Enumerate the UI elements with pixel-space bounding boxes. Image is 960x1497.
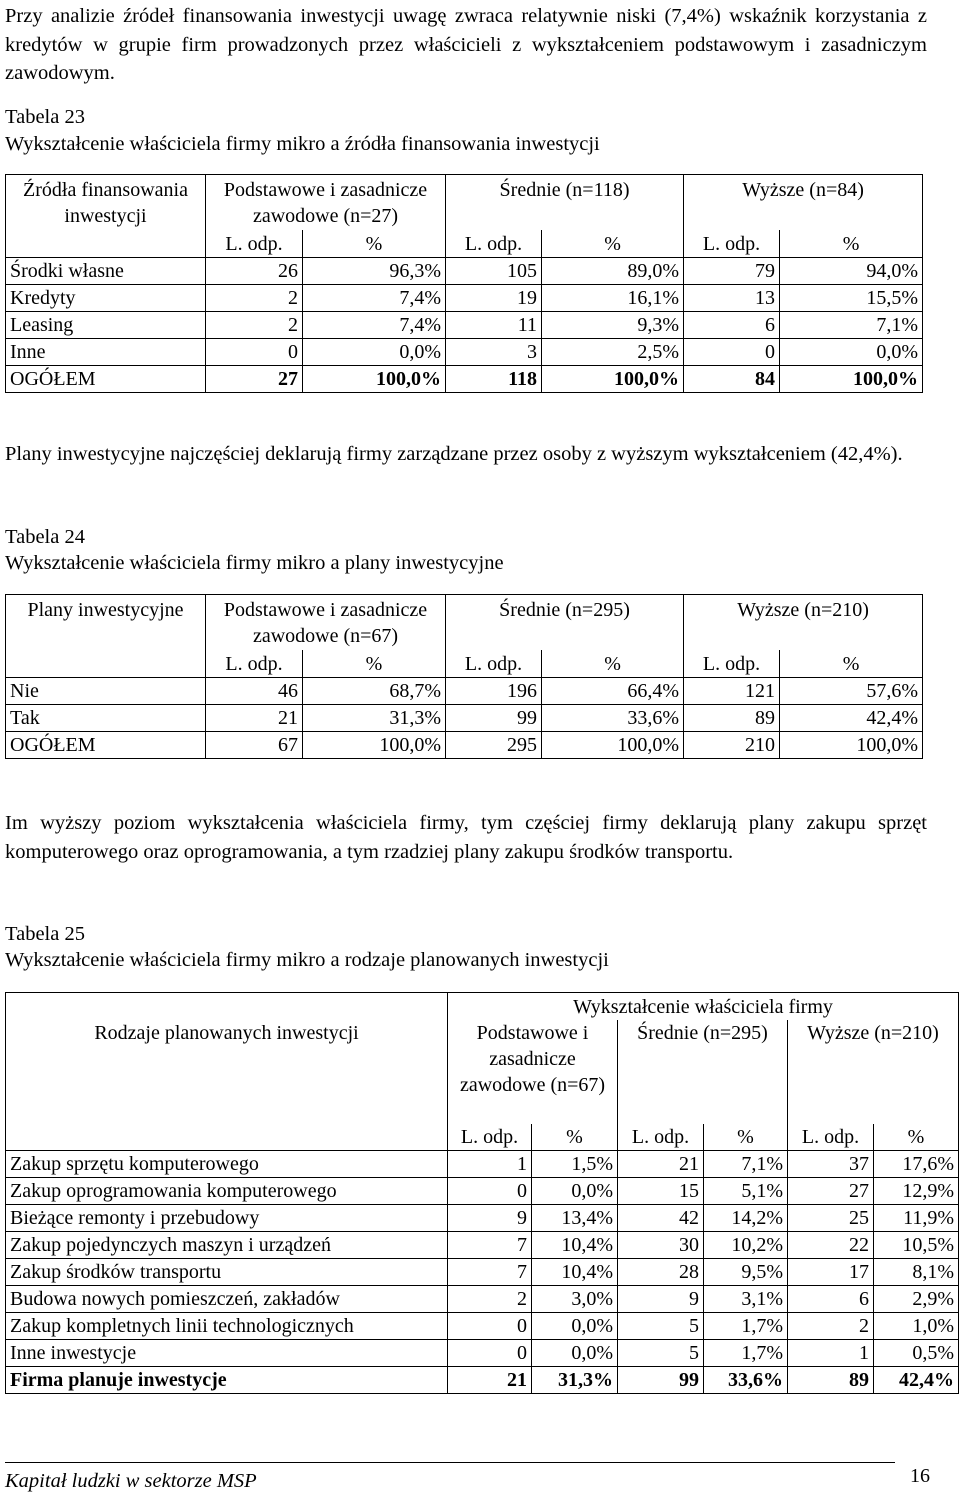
- footer-divider: [5, 1462, 895, 1463]
- table-23-sub-header: %: [780, 230, 923, 257]
- table-cell: 27: [788, 1178, 874, 1205]
- table-cell: 11,9%: [874, 1205, 959, 1232]
- row-label: Zakup oprogramowania komputerowego: [6, 1178, 448, 1205]
- table-cell: 31,3%: [532, 1367, 618, 1394]
- table-24-sub-header: L. odp.: [446, 650, 542, 677]
- table-cell: 42,4%: [874, 1367, 959, 1394]
- table-row: [6, 705, 923, 732]
- table-cell: 96,3%: [303, 258, 446, 285]
- table-cell: 12,9%: [874, 1178, 959, 1205]
- intro-paragraph: Przy analizie źródeł finansowania inwestycji uwagę zwraca relatywnie niski (7,4%) wskaźnik korzystania z kredytów w grupie firm prowadzonych przez właścicieli z wykształceniem podstawowym i zasadniczym zawodowym.: [5, 5, 927, 84]
- table-row: [6, 366, 923, 393]
- table-25-group-1: Podstawowe i zasadnicze zawodowe (n=67): [448, 1020, 618, 1124]
- table-cell: 5: [618, 1340, 704, 1367]
- table-row: [6, 1367, 959, 1394]
- table-cell: 9,3%: [542, 312, 684, 339]
- table-cell: 25: [788, 1205, 874, 1232]
- row-label: Inne: [6, 339, 206, 366]
- table-cell: 5: [618, 1313, 704, 1340]
- table-cell: 21: [206, 705, 303, 732]
- table-cell: 68,7%: [303, 678, 446, 705]
- table-25-sub-header: L. odp.: [448, 1124, 532, 1151]
- table-cell: 31,3%: [303, 705, 446, 732]
- table-row: [6, 1151, 959, 1178]
- table-cell: 2: [788, 1313, 874, 1340]
- table-cell: 42,4%: [780, 705, 923, 732]
- table-cell: 17: [788, 1259, 874, 1286]
- row-label: Nie: [6, 678, 206, 705]
- table-cell: 22: [788, 1232, 874, 1259]
- table-cell: 30: [618, 1232, 704, 1259]
- table-cell: 0,0%: [303, 339, 446, 366]
- table-cell: 121: [684, 678, 780, 705]
- table-cell: 0,5%: [874, 1340, 959, 1367]
- table-cell: 7,1%: [780, 312, 923, 339]
- table-cell: 15: [618, 1178, 704, 1205]
- table-cell: 21: [448, 1367, 532, 1394]
- page-number: 16: [910, 1465, 930, 1487]
- table-cell: 2: [206, 312, 303, 339]
- table-23-sub-header: L. odp.: [206, 230, 303, 257]
- row-label: Bieżące remonty i przebudowy: [6, 1205, 448, 1232]
- table-row: [6, 1340, 959, 1367]
- table-cell: 0: [448, 1178, 532, 1205]
- table-23-sub-header: L. odp.: [446, 230, 542, 257]
- table-row: [6, 339, 923, 366]
- table-24-sub-header: %: [780, 650, 923, 677]
- table-cell: 2,9%: [874, 1286, 959, 1313]
- table-cell: 5,1%: [704, 1178, 788, 1205]
- table-cell: 0,0%: [532, 1340, 618, 1367]
- table-cell: 67: [206, 732, 303, 759]
- table-cell: 196: [446, 678, 542, 705]
- table-cell: 100,0%: [542, 732, 684, 759]
- table-cell: 0: [448, 1313, 532, 1340]
- table-24-sub-header: L. odp.: [684, 650, 780, 677]
- table-cell: 100,0%: [542, 366, 684, 393]
- table-cell: 7,4%: [303, 312, 446, 339]
- table-cell: 79: [684, 258, 780, 285]
- table-cell: 6: [684, 312, 780, 339]
- table-24-caption: Wykształcenie właściciela firmy mikro a plany inwestycyjne: [5, 552, 504, 574]
- table-cell: 1,7%: [704, 1313, 788, 1340]
- row-label: Leasing: [6, 312, 206, 339]
- table-25-group-3: Wyższe (n=210): [788, 1020, 959, 1124]
- table-23-group-1: Podstawowe i zasadnicze zawodowe (n=27): [206, 175, 446, 231]
- table-cell: 21: [618, 1151, 704, 1178]
- table-cell: 28: [618, 1259, 704, 1286]
- row-label: Budowa nowych pomieszczeń, zakładów: [6, 1286, 448, 1313]
- row-label: Firma planuje inwestycje: [6, 1367, 448, 1394]
- row-label: OGÓŁEM: [6, 732, 206, 759]
- table-25-sub-header: %: [874, 1124, 959, 1151]
- table-cell: 17,6%: [874, 1151, 959, 1178]
- table-row: [6, 285, 923, 312]
- table-cell: 8,1%: [874, 1259, 959, 1286]
- table-cell: 13: [684, 285, 780, 312]
- table-cell: 1,5%: [532, 1151, 618, 1178]
- row-label: Tak: [6, 705, 206, 732]
- table-cell: 9,5%: [704, 1259, 788, 1286]
- table-cell: 66,4%: [542, 678, 684, 705]
- row-label: Zakup pojedynczych maszyn i urządzeń: [6, 1232, 448, 1259]
- table-cell: 37: [788, 1151, 874, 1178]
- table-row: [6, 1286, 959, 1313]
- table-cell: 14,2%: [704, 1205, 788, 1232]
- table-23: [5, 174, 923, 393]
- table-cell: 1: [448, 1151, 532, 1178]
- table-cell: 2,5%: [542, 339, 684, 366]
- table-row: [6, 1232, 959, 1259]
- table-25-sub-header: %: [704, 1124, 788, 1151]
- table-cell: 99: [618, 1367, 704, 1394]
- table-24-group-2: Średnie (n=295): [446, 595, 684, 651]
- table-23-sub-header: %: [542, 230, 684, 257]
- education-paragraph: Im wyższy poziom wykształcenia właściciela firmy, tym częściej firmy deklarują plany zakupu sprzęt komputerowego oraz oprogramowania, a tym rzadziej plany zakupu środków transportu.: [5, 812, 927, 863]
- table-cell: 89,0%: [542, 258, 684, 285]
- table-cell: 6: [788, 1286, 874, 1313]
- table-cell: 0,0%: [532, 1313, 618, 1340]
- table-row: [6, 1205, 959, 1232]
- table-25-group-2: Średnie (n=295): [618, 1020, 788, 1124]
- table-cell: 27: [206, 366, 303, 393]
- table-25-caption: Wykształcenie właściciela firmy mikro a rodzaje planowanych inwestycji: [5, 949, 609, 971]
- footer-title: Kapitał ludzki w sektorze MSP: [5, 1470, 257, 1492]
- table-row: [6, 1178, 959, 1205]
- table-cell: 3,0%: [532, 1286, 618, 1313]
- table-cell: 7,4%: [303, 285, 446, 312]
- table-23-sub-header: %: [303, 230, 446, 257]
- table-24-first-header: Plany inwestycyjne: [6, 595, 206, 678]
- table-23-group-2: Średnie (n=118): [446, 175, 684, 231]
- table-cell: 100,0%: [780, 732, 923, 759]
- plans-paragraph: Plany inwestycyjne najczęściej deklarują firmy zarządzane przez osoby z wyższym wykształceniem (42,4%).: [5, 443, 903, 465]
- table-cell: 89: [684, 705, 780, 732]
- table-cell: 3,1%: [704, 1286, 788, 1313]
- table-cell: 100,0%: [780, 366, 923, 393]
- table-cell: 105: [446, 258, 542, 285]
- table-cell: 10,5%: [874, 1232, 959, 1259]
- table-cell: 33,6%: [704, 1367, 788, 1394]
- table-cell: 1: [788, 1340, 874, 1367]
- table-cell: 100,0%: [303, 366, 446, 393]
- table-24: [5, 594, 923, 759]
- table-cell: 1,7%: [704, 1340, 788, 1367]
- table-24-sub-header: %: [303, 650, 446, 677]
- table-cell: 9: [618, 1286, 704, 1313]
- table-24-group-3: Wyższe (n=210): [684, 595, 923, 651]
- table-cell: 13,4%: [532, 1205, 618, 1232]
- table-cell: 295: [446, 732, 542, 759]
- row-label: Inne inwestycje: [6, 1340, 448, 1367]
- table-cell: 0: [684, 339, 780, 366]
- table-cell: 89: [788, 1367, 874, 1394]
- row-label: Zakup kompletnych linii technologicznych: [6, 1313, 448, 1340]
- table-cell: 42: [618, 1205, 704, 1232]
- table-cell: 0: [448, 1340, 532, 1367]
- row-label: Zakup sprzętu komputerowego: [6, 1151, 448, 1178]
- table-row: [6, 1259, 959, 1286]
- row-label: Zakup środków transportu: [6, 1259, 448, 1286]
- table-row: [6, 732, 923, 759]
- row-label: Środki własne: [6, 258, 206, 285]
- table-row: [6, 1313, 959, 1340]
- table-cell: 7,1%: [704, 1151, 788, 1178]
- table-cell: 2: [206, 285, 303, 312]
- table-cell: 11: [446, 312, 542, 339]
- table-cell: 3: [446, 339, 542, 366]
- table-cell: 46: [206, 678, 303, 705]
- table-cell: 15,5%: [780, 285, 923, 312]
- table-25-first-header: Rodzaje planowanych inwestycji: [6, 993, 448, 1151]
- table-23-label: Tabela 23: [5, 106, 85, 128]
- table-cell: 99: [446, 705, 542, 732]
- table-cell: 26: [206, 258, 303, 285]
- table-cell: 9: [448, 1205, 532, 1232]
- table-cell: 94,0%: [780, 258, 923, 285]
- table-25-sub-header: L. odp.: [618, 1124, 704, 1151]
- row-label: Kredyty: [6, 285, 206, 312]
- row-label: OGÓŁEM: [6, 366, 206, 393]
- table-cell: 2: [448, 1286, 532, 1313]
- table-cell: 7: [448, 1259, 532, 1286]
- table-cell: 0,0%: [780, 339, 923, 366]
- table-cell: 7: [448, 1232, 532, 1259]
- table-cell: 33,6%: [542, 705, 684, 732]
- table-cell: 0: [206, 339, 303, 366]
- table-25-label: Tabela 25: [5, 923, 85, 945]
- table-24-sub-header: %: [542, 650, 684, 677]
- table-23-caption: Wykształcenie właściciela firmy mikro a źródła finansowania inwestycji: [5, 133, 600, 155]
- table-23-sub-header: L. odp.: [684, 230, 780, 257]
- table-23-first-header: Źródła finansowania inwestycji: [6, 175, 206, 258]
- table-24-sub-header: L. odp.: [206, 650, 303, 677]
- table-cell: 16,1%: [542, 285, 684, 312]
- table-row: [6, 258, 923, 285]
- table-cell: 1,0%: [874, 1313, 959, 1340]
- table-25-sub-header: L. odp.: [788, 1124, 874, 1151]
- table-cell: 118: [446, 366, 542, 393]
- table-row: [6, 312, 923, 339]
- table-cell: 100,0%: [303, 732, 446, 759]
- table-25-sub-header: %: [532, 1124, 618, 1151]
- table-24-group-1: Podstawowe i zasadnicze zawodowe (n=67): [206, 595, 446, 651]
- table-cell: 19: [446, 285, 542, 312]
- table-cell: 57,6%: [780, 678, 923, 705]
- table-25-super-header: Wykształcenie właściciela firmy: [448, 993, 959, 1021]
- table-cell: 10,2%: [704, 1232, 788, 1259]
- table-25: [5, 992, 959, 1394]
- table-24-label: Tabela 24: [5, 526, 85, 548]
- table-cell: 84: [684, 366, 780, 393]
- table-cell: 210: [684, 732, 780, 759]
- table-cell: 10,4%: [532, 1232, 618, 1259]
- table-cell: 10,4%: [532, 1259, 618, 1286]
- table-23-group-3: Wyższe (n=84): [684, 175, 923, 231]
- table-cell: 0,0%: [532, 1178, 618, 1205]
- table-row: [6, 678, 923, 705]
